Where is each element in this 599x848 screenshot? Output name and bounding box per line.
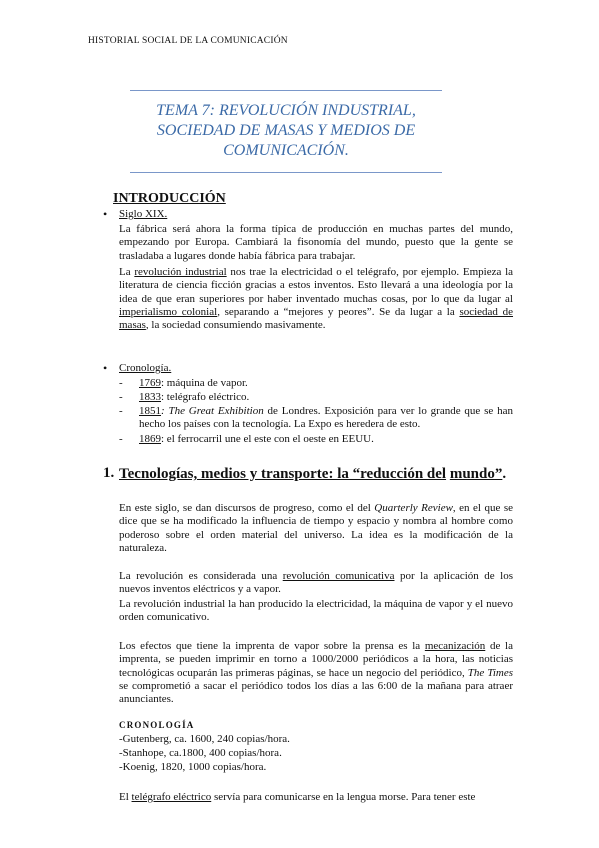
dash-marker: - [119, 405, 123, 417]
paragraph-section1-4: Los efectos que tiene la imprenta de vapor sobre la prensa es la mecanización de la imprenta, se pueden imprimir en torno a 1000/2000 periódicos a la hora, las noticias tecnológicas ocuparán las primeras páginas, se hace un negocio del periódico, The Times se comprometió a sacar el periódico todos los días a las 6:00 de la mañana para atraer anunciantes. [119, 640, 513, 706]
chronology-line: -Koenig, 1820, 1000 copias/hora. [119, 761, 267, 773]
paragraph-section1-2: La revolución es considerada una revolución comunicativa por la aplicación de los nuevos inventos eléctricos y a vapor. [119, 570, 513, 596]
document-title: TEMA 7: REVOLUCIÓN INDUSTRIAL, SOCIEDAD DE MASAS Y MEDIOS DE COMUNICACIÓN. [156, 102, 416, 159]
paragraph-siglo-2: La revolución industrial nos trae la electricidad o el telégrafo, por ejemplo. Empieza la literatura de ciencia ficción gracias a estos inventos. Esto llevará a una ideología por la idea de que eran superiores por haber inventado muchas cosas, por lo que da lugar al imperialismo colonial, separando a “mejores y peores”. Se da lugar a la sociedad de masas, la sociedad consumiendo masivamente. [119, 266, 514, 332]
chronology-item: 1869: el ferrocarril une el este con el oeste en EEUU. [139, 433, 374, 445]
dash-marker: - [119, 433, 123, 445]
chronology-line: -Stanhope, ca.1800, 400 copias/hora. [119, 747, 282, 759]
chronology-item: 1833: telégrafo eléctrico. [139, 391, 250, 403]
running-header: HISTORIAL SOCIAL DE LA COMUNICACIÓN [88, 36, 288, 46]
paragraph-section1-3: La revolución industrial la han producido la electricidad, la máquina de vapor y el nuevo orden comunicativo. [119, 598, 513, 624]
paragraph-siglo-1: La fábrica será ahora la forma típica de producción en muchas partes del mundo, empezando por Europa. Cambiará la fisonomía del mundo, puesto que la gente se trasladaba a lugares donde había fábrica para trabajar. [119, 223, 513, 262]
bullet-icon: • [103, 207, 108, 221]
title-rule-top [130, 90, 442, 91]
subheading-cronologia: CRONOLOGÍA [119, 720, 195, 730]
bullet-label-cronologia: Cronología. [119, 362, 172, 374]
title-rule-bottom [130, 172, 442, 173]
section-number: 1. [103, 465, 115, 481]
chronology-item: 1769: máquina de vapor. [139, 377, 248, 389]
chronology-line: -Gutenberg, ca. 1600, 240 copias/hora. [119, 733, 290, 745]
section-heading-introduccion: INTRODUCCIÓN [113, 191, 226, 206]
paragraph-telegrafo: El telégrafo eléctrico servía para comunicarse en la lengua morse. Para tener este [119, 791, 476, 803]
dash-marker: - [119, 391, 123, 403]
chronology-item: 1851: The Great Exhibition de Londres. Exposición para ver lo grande que se han hecho los países con la tecnología. La Expo es heredera de esto. [139, 405, 513, 431]
paragraph-section1-1: En este siglo, se dan discursos de progreso, como el del Quarterly Review, en el que se dice que se ha modificado la influencia de tiempo y espacio y nombra al hombre como poderoso sobre el orden material del universo. La idea es la modificación de la naturaleza. [119, 502, 513, 554]
bullet-icon: • [103, 361, 108, 375]
bullet-label-siglo: Siglo XIX. [119, 208, 168, 220]
section-title: Tecnologías, medios y transporte: la “reducción del mundo”. [119, 466, 507, 482]
dash-marker: - [119, 377, 123, 389]
